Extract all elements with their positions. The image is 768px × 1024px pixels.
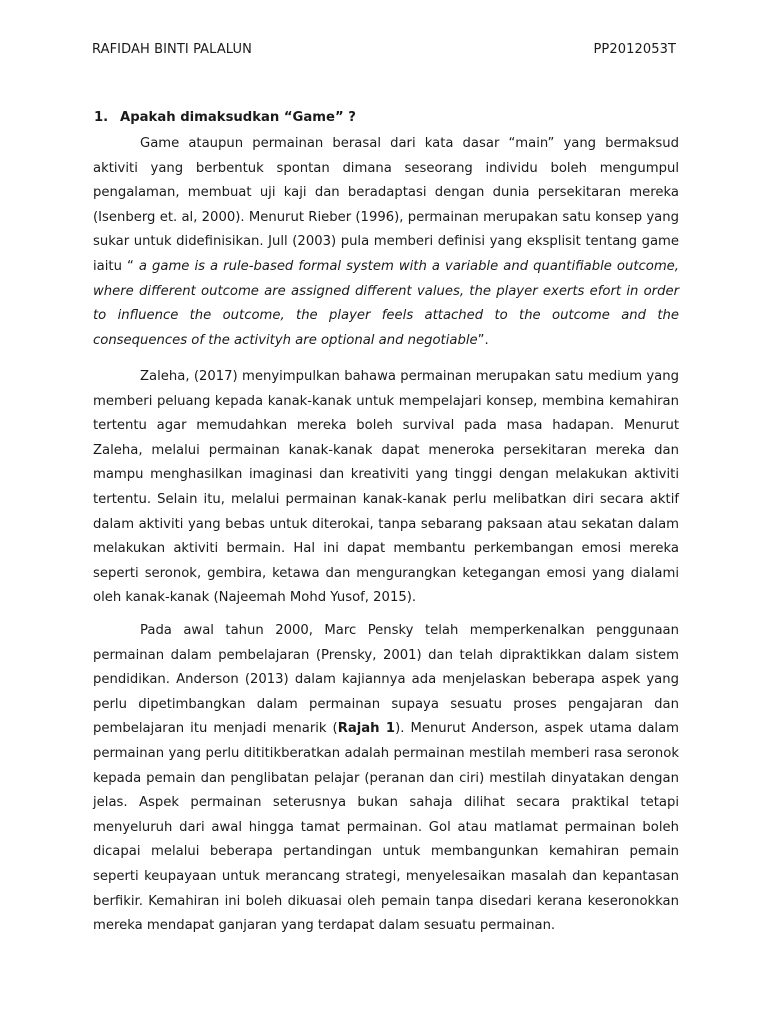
- paragraph-zaleha: [93, 365, 679, 611]
- paragraph-text: Game ataupun permainan berasal dari kata dasar “main” yang bermaksud aktiviti yang berbentuk spontan dimana seseorang individu boleh mengumpul pengalaman, membuat uji kaji dan beradaptasi dengan dunia persekitaran mereka (Isenberg et. al, 2000). Menurut Rieber (1996), permainan merupakan satu konsep yang sukar untuk didefinisikan. Jull (2003) pula memberi definisi yang eksplisit tentang game iaitu “: [93, 136, 679, 274]
- student-id: PP2012053T: [593, 42, 676, 57]
- paragraph-text: Pada awal tahun 2000, Marc Pensky telah memperkenalkan penggunaan permainan dalam pembelajaran (Prensky, 2001) dan telah dipraktikkan dalam sistem pendidikan. Anderson (2013) dalam kajiannya ada menjelaskan beberapa aspek yang perlu dipetimbangkan dalam permainan supaya sesuatu proses pengajaran dan pembelajaran itu menjadi menarik (: [93, 623, 679, 737]
- section-heading: [94, 110, 356, 125]
- paragraph-anderson: [93, 619, 679, 939]
- section-title: Apakah dimaksudkan “Game” ?: [120, 110, 356, 125]
- quoted-definition: a game is a rule-based formal system with a variable and quantifiable outcome, where different outcome are assigned different values, the player exerts efort in order to influence the outcome, the player feels attached to the outcome and the consequences of the activityh are optional and negotiable: [93, 258, 679, 348]
- paragraph-text-end: ”.: [477, 332, 489, 348]
- paragraph-text-end: ). Menurut Anderson, aspek utama dalam permainan yang perlu dititikberatkan adalah permainan mestilah memberi rasa seronok kepada pemain dan penglibatan pelajar (peranan dan ciri) mestilah dinyatakan dengan jelas. Aspek permainan seterusnya bukan sahaja dilihat secara praktikal tetapi menyeluruh dari awal hingga tamat permainan. Gol atau matlamat permainan boleh dicapai melalui beberapa pertandingan untuk membangunkan kemahiran pemain seperti keupayaan untuk merancang strategi, menyelesaikan masalah dan kepantasan berfikir. Kemahiran ini boleh dikuasai oleh pemain tanpa disedari kerana keseronokkan mereka mendapat ganjaran yang terdapat dalam sesuatu permainan.: [93, 721, 679, 934]
- section-number: 1.: [94, 110, 109, 125]
- author-name: RAFIDAH BINTI PALALUN: [92, 42, 252, 57]
- figure-reference: Rajah 1: [337, 721, 396, 737]
- paragraph-definition: [93, 132, 679, 353]
- paragraph-text: Zaleha, (2017) menyimpulkan bahawa permainan merupakan satu medium yang memberi peluang kepada kanak-kanak untuk mempelajari konsep, membina kemahiran tertentu agar memudahkan mereka boleh survival pada masa hadapan. Menurut Zaleha, melalui permainan kanak-kanak dapat meneroka persekitaran mereka dan mampu menghasilkan imaginasi dan kreativiti yang tinggi dengan melakukan aktiviti tertentu. Selain itu, melalui permainan kanak-kanak perlu melibatkan diri secara aktif dalam aktiviti yang bebas untuk diterokai, tanpa sebarang paksaan atau sekatan dalam melakukan aktiviti bermain. Hal ini dapat membantu perkembangan emosi mereka seperti seronok, gembira, ketawa dan mengurangkan ketegangan emosi yang dialami oleh kanak-kanak (Najeemah Mohd Yusof, 2015).: [93, 369, 679, 606]
- page-header: [92, 42, 676, 62]
